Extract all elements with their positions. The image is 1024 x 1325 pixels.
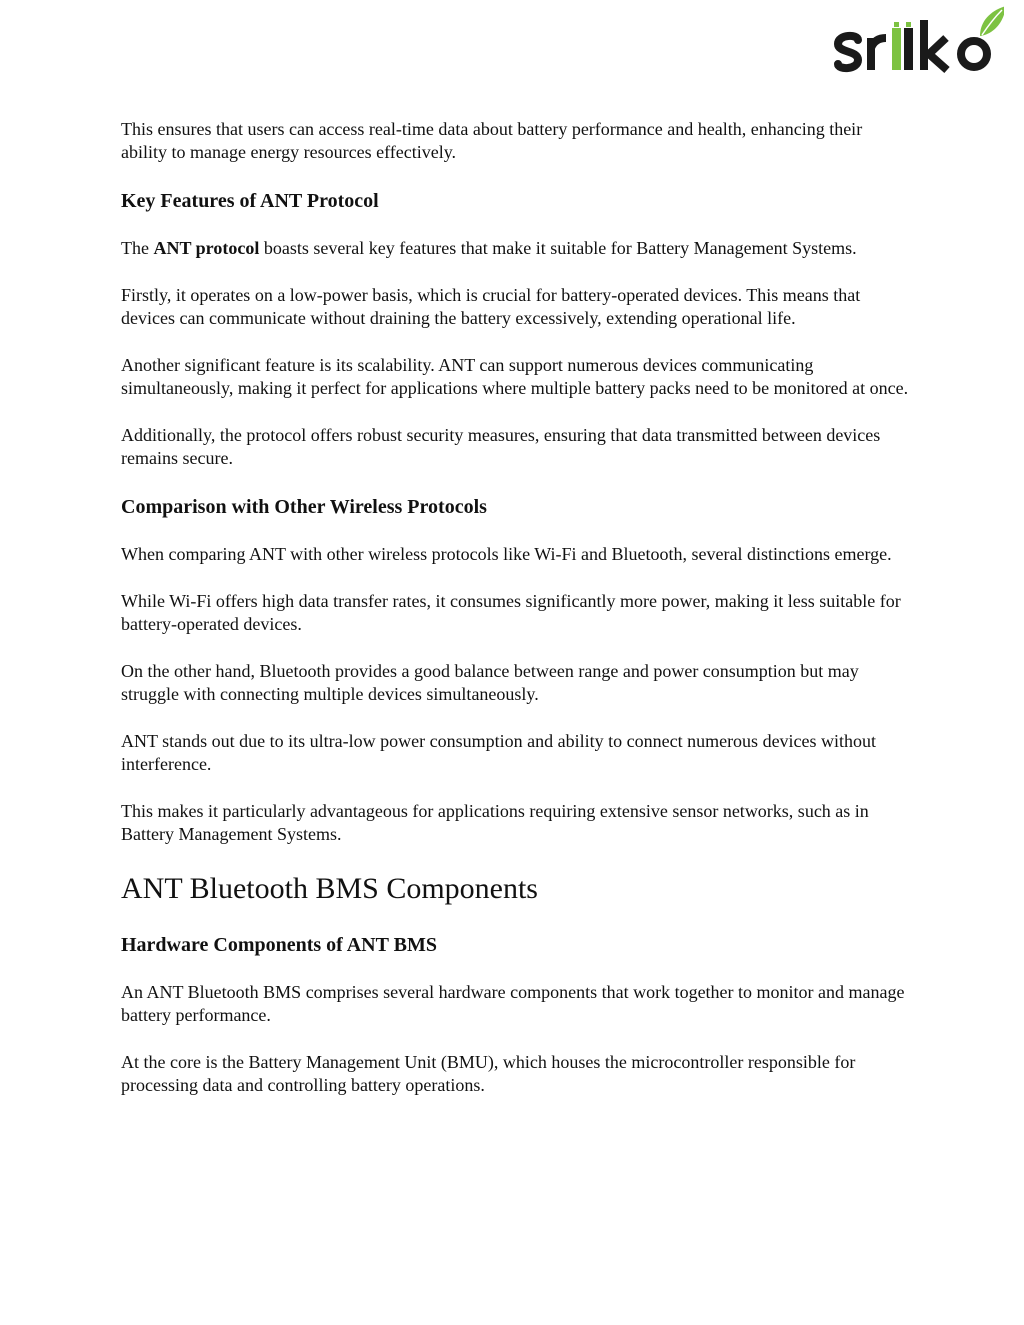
features-paragraph-4: Additionally, the protocol offers robust security measures, ensuring that data transmitted between devices remains secure. [121,425,881,468]
features-paragraph-1: The ANT protocol boasts several key features that make it suitable for Battery Management Systems. [121,238,857,258]
comparison-paragraph-5: This makes it particularly advantageous for applications requiring extensive sensor networks, such as in Battery Management Systems. [121,801,869,844]
comparison-paragraph-1: When comparing ANT with other wireless protocols like Wi-Fi and Bluetooth, several distinctions emerge. [121,544,892,564]
hardware-paragraph-1: An ANT Bluetooth BMS comprises several hardware components that work together to monitor and manage battery performance. [121,982,905,1025]
hardware-paragraph-2: At the core is the Battery Management Unit (BMU), which houses the microcontroller responsible for processing data and controlling battery operations. [121,1052,856,1095]
heading-comparison: Comparison with Other Wireless Protocols [121,496,487,518]
comparison-paragraph-3: On the other hand, Bluetooth provides a good balance between range and power consumption but may struggle with connecting multiple devices simultaneously. [121,661,859,704]
ant-protocol-bold: ANT protocol [153,238,260,258]
comparison-paragraph-4: ANT stands out due to its ultra-low power consumption and ability to connect numerous devices without interference. [121,731,877,774]
features-paragraph-2: Firstly, it operates on a low-power basis, which is crucial for battery-operated devices. This means that devices can communicate without draining the battery excessively, extending operational life. [121,285,861,328]
features-paragraph-3: Another significant feature is its scalability. ANT can support numerous devices communicating simultaneously, making it perfect for applications where multiple battery packs need to be monitored at once. [121,355,909,398]
sriko-logo [834,6,1004,76]
intro-paragraph: This ensures that users can access real-time data about battery performance and health, enhancing their ability to manage energy resources effectively. [121,119,863,162]
comparison-paragraph-2: While Wi-Fi offers high data transfer rates, it consumes significantly more power, making it less suitable for battery-operated devices. [121,591,901,634]
document-body [121,118,911,1097]
heading-hardware: Hardware Components of ANT BMS [121,934,437,956]
heading-components: ANT Bluetooth BMS Components [121,872,538,905]
heading-key-features: Key Features of ANT Protocol [121,190,379,212]
